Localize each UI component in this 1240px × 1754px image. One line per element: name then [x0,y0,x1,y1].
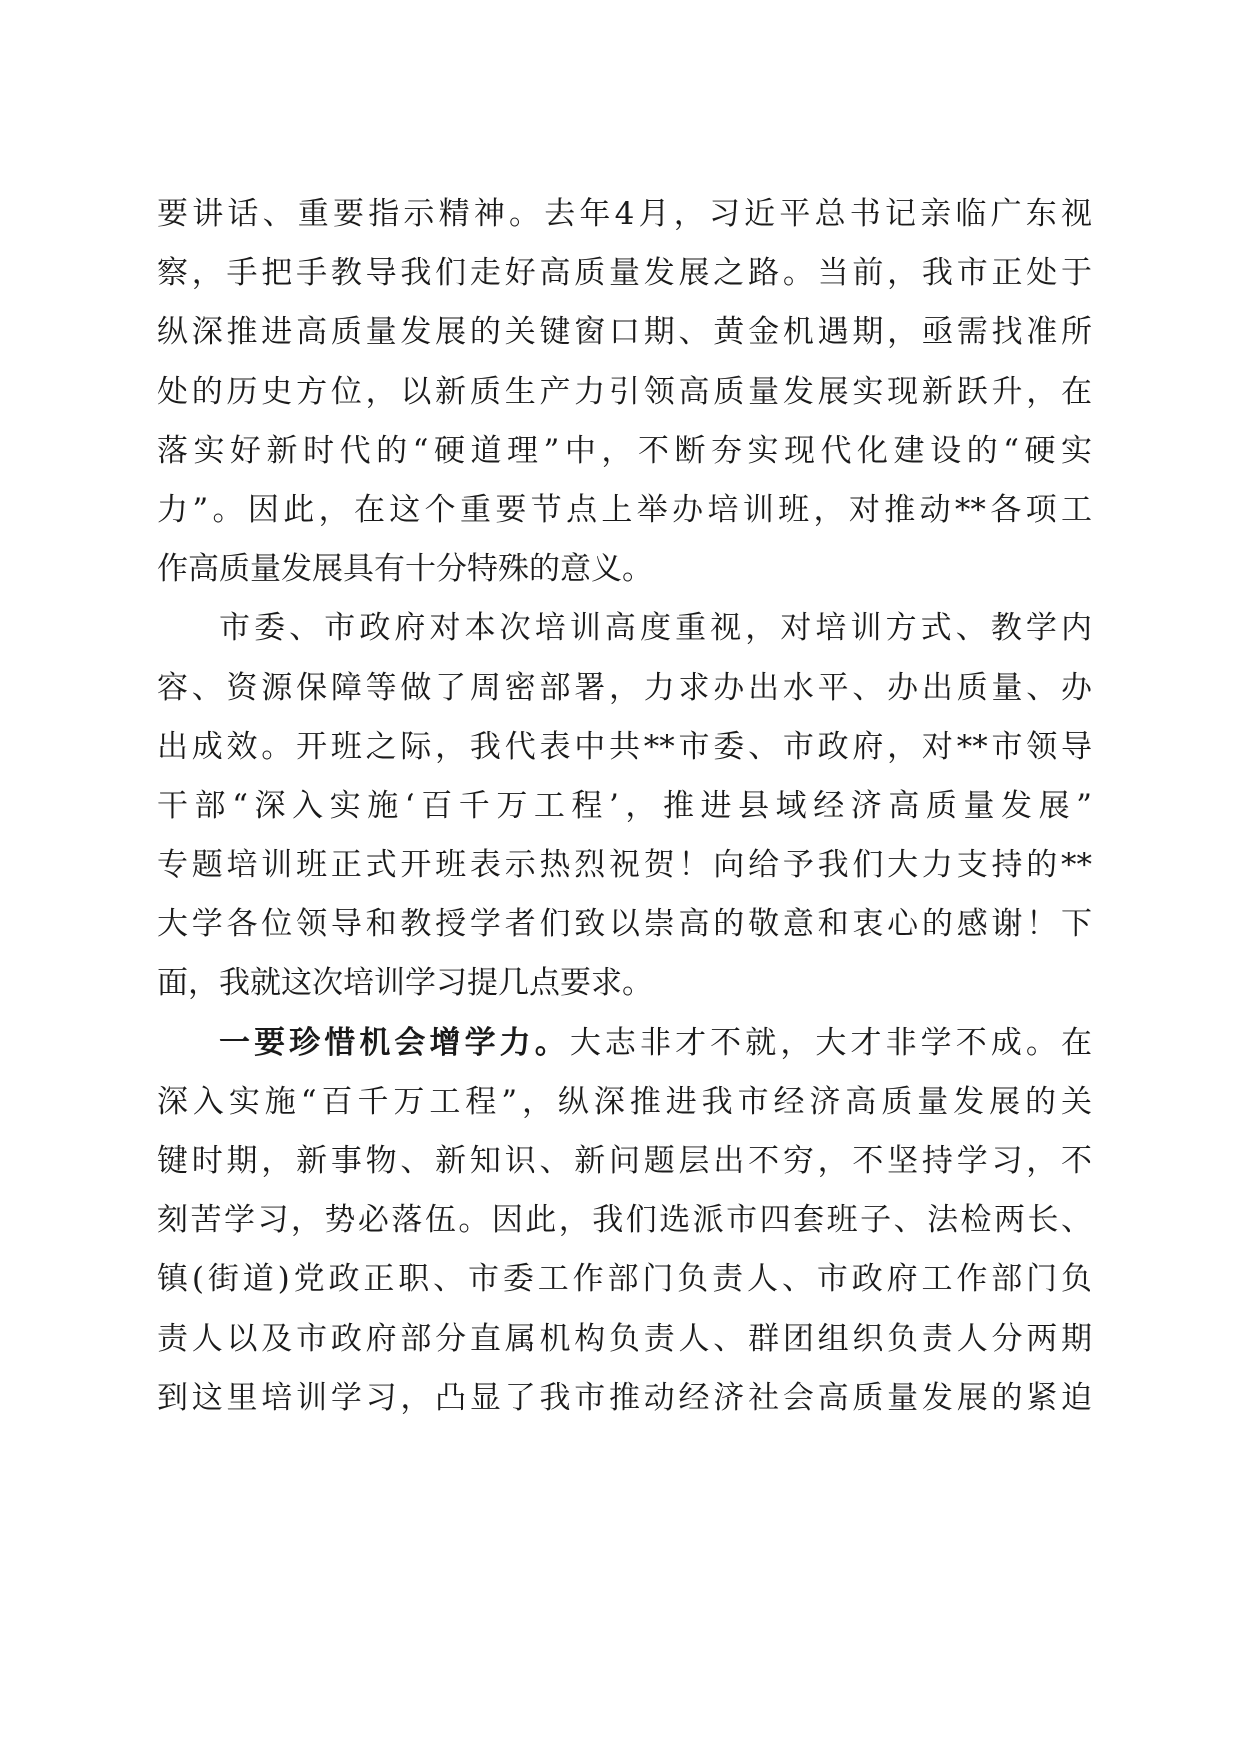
paragraph-3-line-1-text: 大志非才不就，大才非学不成。在 [569,1024,1093,1061]
paragraph-2-line-7: 面，我就这次培训学习提几点要求。 [157,965,653,1002]
paragraph-1-line-3: 纵深推进高质量发展的关键窗口期、黄金机遇期，亟需找准所 [157,314,1092,351]
paragraph-3-line-6: 责人以及市政府部分直属机构负责人、群团组织负责人分两期 [157,1320,1092,1357]
paragraph-2-line-2: 容、资源保障等做了周密部署，力求办出水平、办出质量、办 [157,669,1092,706]
paragraph-3-line-1 [157,1014,1092,1073]
paragraph-1-line-1: 要讲话、重要指示精神。去年4月，习近平总书记亲临广东视 [157,196,1092,232]
paragraph-1-line-7: 作高质量发展具有十分特殊的意义。 [157,551,653,588]
paragraph-1-line-2: 察，手把手教导我们走好高质量发展之路。当前，我市正处于 [157,255,1092,292]
body-text [157,185,1092,1428]
paragraph-3-line-4: 刻苦学习，势必落伍。因此，我们选派市四套班子、法检两长、 [157,1202,1092,1239]
paragraph-3-line-3: 键时期，新事物、新知识、新问题层出不穷，不坚持学习，不 [157,1143,1092,1179]
paragraph-1-line-5: 落实好新时代的“硬道理”中，不断夯实现代化建设的“硬实 [157,432,1092,469]
paragraph-1-line-4: 处的历史方位，以新质生产力引领高质量发展实现新跃升，在 [157,373,1092,410]
section-heading: 一要珍惜机会增学力。 [219,1024,570,1061]
paragraph-2-line-5: 专题培训班正式开班表示热烈祝贺！向给予我们大力支持的** [157,847,1092,884]
paragraph-2-line-4: 干部“深入实施‘百千万工程’，推进县域经济高质量发展” [157,787,1092,824]
paragraph-1-line-6: 力”。因此，在这个重要节点上举办培训班，对推动**各项工 [157,491,1092,528]
paragraph-3-line-7: 到这里培训学习，凸显了我市推动经济社会高质量发展的紧迫 [157,1379,1092,1416]
paragraph-3-line-5: 镇(街道)党政正职、市委工作部门负责人、市政府工作部门负 [157,1261,1092,1298]
paragraph-2-line-1: 市委、市政府对本次培训高度重视，对培训方式、教学内 [219,610,1092,647]
paragraph-3-line-2: 深入实施“百千万工程”，纵深推进我市经济高质量发展的关 [157,1083,1092,1120]
paragraph-2-line-6: 大学各位领导和教授学者们致以崇高的敬意和衷心的感谢！下 [157,906,1092,943]
paragraph-2-line-3: 出成效。开班之际，我代表中共**市委、市政府，对**市领导 [157,728,1092,765]
